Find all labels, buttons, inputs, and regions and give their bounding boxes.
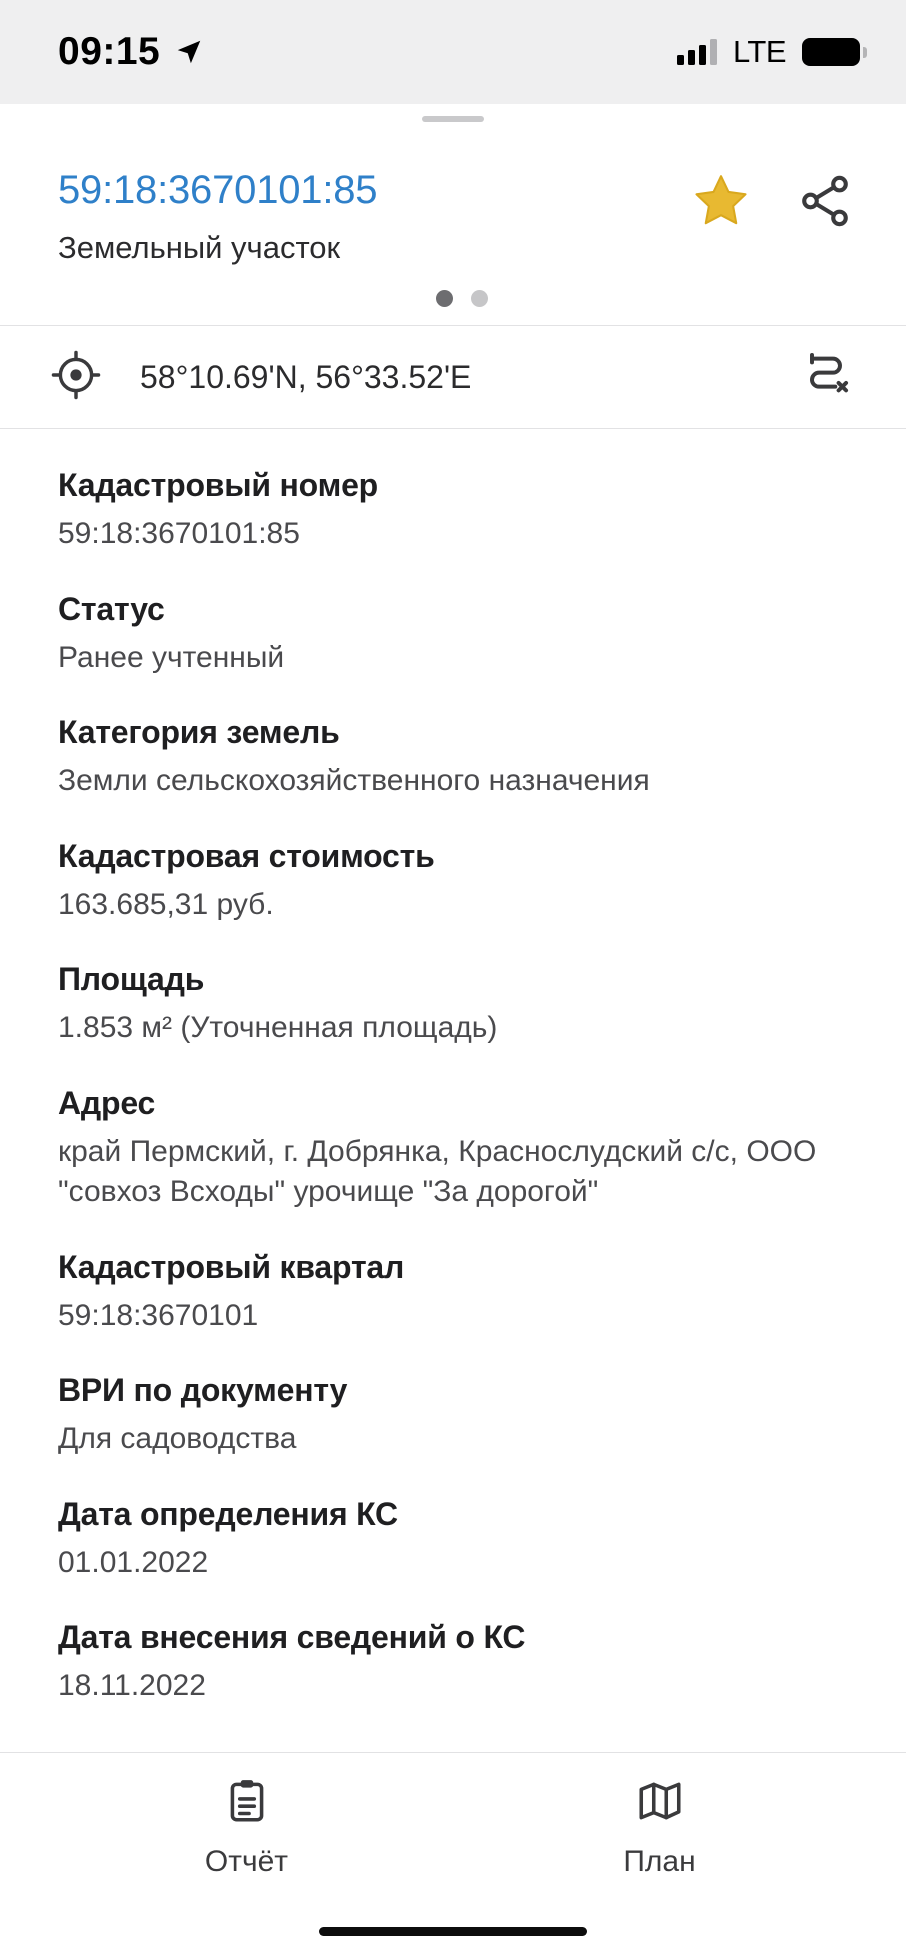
detail-field xyxy=(58,959,854,1049)
crosshair-icon[interactable] xyxy=(50,349,102,406)
page-indicator[interactable] xyxy=(58,290,866,307)
detail-field xyxy=(58,465,854,555)
object-header xyxy=(0,134,906,326)
detail-value: 59:18:3670101:85 xyxy=(58,517,300,550)
clipboard-icon xyxy=(222,1776,272,1831)
coordinates-row[interactable] xyxy=(0,326,906,429)
detail-label: Дата определения КС xyxy=(58,1495,398,1532)
detail-field xyxy=(58,1494,854,1584)
battery-full-icon xyxy=(802,38,860,66)
home-indicator-area xyxy=(0,1902,906,1960)
share-icon[interactable] xyxy=(796,172,854,235)
detail-field xyxy=(58,1617,854,1707)
route-remove-icon[interactable] xyxy=(798,347,854,408)
detail-value: Для садоводства xyxy=(58,1422,297,1455)
network-type-label: LTE xyxy=(732,34,786,69)
detail-label: Адрес xyxy=(58,1084,156,1121)
detail-label: Кадастровый квартал xyxy=(58,1248,405,1285)
detail-label: Категория земель xyxy=(58,714,340,750)
page-title[interactable]: 59:18:3670101:85 xyxy=(58,168,378,212)
detail-label: Дата внесения сведений о КС xyxy=(58,1619,526,1655)
detail-label: Кадастровый номер xyxy=(58,467,379,503)
detail-label: Кадастровая стоимость xyxy=(58,837,435,874)
coordinates-value: 58°10.69'N, 56°33.52'E xyxy=(140,358,472,395)
sheet-grabber[interactable] xyxy=(422,116,484,122)
detail-value: Земли сельскохозяйственного назначения xyxy=(58,764,650,797)
cellular-signal-icon xyxy=(677,39,717,65)
details-list xyxy=(0,429,906,1752)
detail-field xyxy=(58,712,854,802)
detail-value: 18.11.2022 xyxy=(58,1669,206,1702)
object-header-row xyxy=(58,164,866,266)
page-dot-1[interactable] xyxy=(436,290,453,307)
detail-value: 59:18:3670101 xyxy=(58,1298,259,1332)
tab-report[interactable] xyxy=(127,1776,367,1879)
home-indicator[interactable] xyxy=(319,1927,587,1936)
detail-field xyxy=(58,1083,854,1213)
page-dot-2[interactable] xyxy=(471,290,488,307)
detail-field xyxy=(58,836,854,926)
detail-value: 163.685,31 руб. xyxy=(58,887,274,921)
object-type-label: Земельный участок xyxy=(58,230,341,265)
object-header-titles xyxy=(58,164,377,266)
coordinates-left xyxy=(50,349,471,406)
detail-field xyxy=(58,589,854,679)
status-bar-right xyxy=(677,34,860,70)
detail-value: край Пермский, г. Добрянка, Краснослудский с/с, ООО "совхоз Всходы" урочище "За дорогой" xyxy=(58,1134,817,1208)
detail-value: 01.01.2022 xyxy=(58,1545,209,1579)
detail-label: Статус xyxy=(58,590,165,627)
detail-value: Ранее учтенный xyxy=(58,640,285,674)
bottom-tab-bar xyxy=(0,1752,906,1902)
sheet-grabber-area[interactable] xyxy=(0,104,906,134)
location-arrow-icon xyxy=(174,37,204,67)
status-bar-left xyxy=(58,30,204,74)
tab-report-label: Отчёт xyxy=(204,1845,289,1878)
status-bar xyxy=(0,0,906,104)
status-time: 09:15 xyxy=(58,30,161,73)
star-icon[interactable] xyxy=(690,170,752,237)
detail-field xyxy=(58,1247,854,1337)
detail-label: Площадь xyxy=(58,961,205,997)
detail-label: ВРИ по документу xyxy=(58,1372,348,1408)
tab-plan-label: План xyxy=(623,1845,696,1878)
map-icon xyxy=(635,1776,685,1831)
detail-field xyxy=(58,1370,854,1460)
detail-value: 1.853 м² (Уточненная площадь) xyxy=(58,1011,498,1044)
tab-plan[interactable] xyxy=(540,1776,780,1879)
header-actions xyxy=(690,164,866,237)
